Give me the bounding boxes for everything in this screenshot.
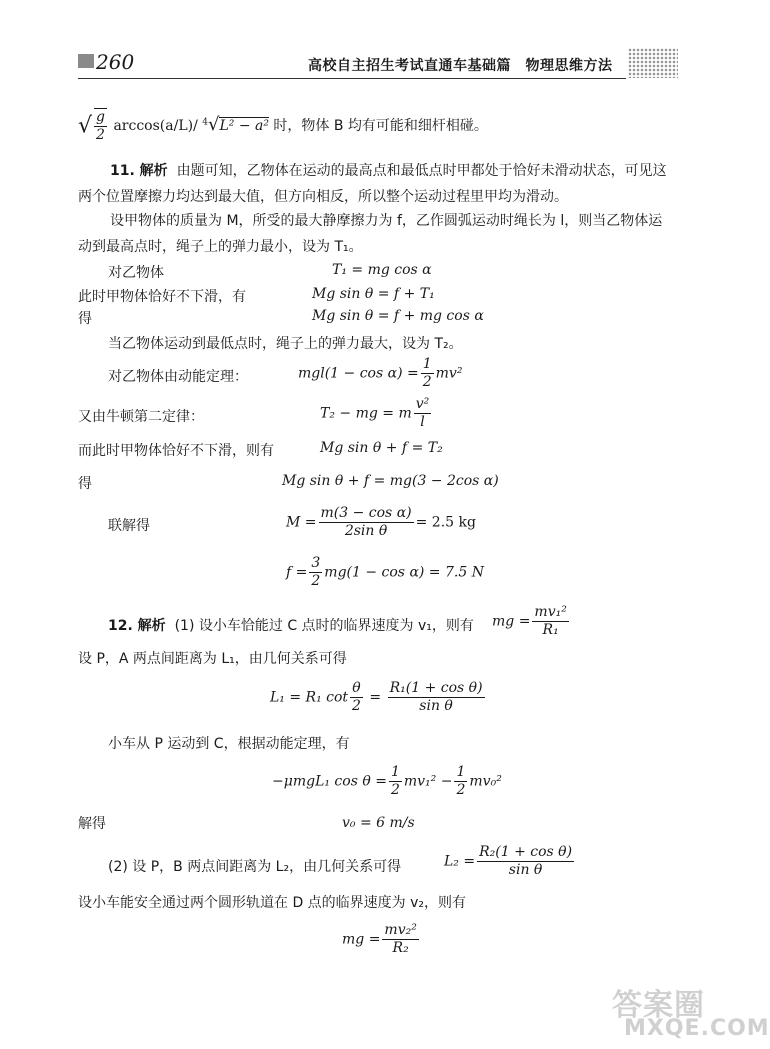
q11-line5-text: 对乙物体由动能定理： (108, 369, 248, 385)
page-number: 260 (96, 50, 135, 74)
q11-line8-text: 得 (78, 476, 92, 492)
page-number-marker (78, 54, 94, 68)
watermark-logo: 答案圈 (612, 988, 705, 1023)
q12-solve-text: 解得 (78, 816, 106, 832)
q12-paragraph-3: 小车从 P 运动到 C，根据动能定理，有 (108, 736, 350, 752)
q11-paragraph-1b: 两个位置摩擦力均达到最大值，但方向相反，所以整个运动过程里甲均为滑动。 (78, 189, 568, 205)
q12-eq2: −μmgL₁ cos θ = $\frac{1}{2}$ mv₁² − $\frac{1}{2}$ mv₀² (272, 764, 502, 798)
q11-paragraph-1: 11. 解析 由题可知，乙物体在运动的最高点和最低点时甲都处于恰好未滑动状态，可见这 (110, 163, 667, 179)
q11-line4-text: 当乙物体运动到最低点时，绳子上的弹力最大，设为 T₂。 (108, 336, 463, 352)
q11-line1-eq: T₁ = mg cos α (332, 262, 432, 278)
q11-line7-eq: Mg sin θ + f = T₂ (320, 440, 443, 456)
header-dot-pattern (628, 48, 678, 78)
q11-line3-text: 得 (78, 311, 92, 327)
q11-line8-eq: Mg sin θ + f = mg(3 − 2cos α) (282, 473, 499, 489)
q11-line7-text: 而此时甲物体恰好不下滑，则有 (78, 443, 274, 459)
q11-line6-text: 又由牛顿第二定律： (78, 409, 204, 425)
q12-paragraph-1: 12. 解析 (1) 设小车恰能过 C 点时的临界速度为 v₁，则有 (108, 618, 474, 634)
q11-paragraph-2: 设甲物体的质量为 M，所受的最大静摩擦力为 f，乙作圆弧运动时绳长为 l，则当乙物体运 (110, 213, 663, 229)
q12-eq1: L₁ = R₁ cot $\frac{\theta}{2}$ = $\frac{\text{R₁(1 + cos θ)}}{\text{sin θ}}$ (270, 680, 483, 714)
watermark-url: MXQE.COM (624, 1016, 770, 1041)
q12-eq3: mg = $\frac{\text{mv₂²}}{\text{R₂}}$ (342, 922, 417, 956)
q11-line9-eq: M = $\frac{\text{m(3 − cos α)}}{\text{2sin θ}}$ = 2.5 kg (286, 505, 476, 539)
running-header-title: 高校自主招生考试直通车基础篇 物理思维方法 (308, 58, 613, 74)
q11-line2-eq: Mg sin θ = f + T₁ (312, 286, 435, 302)
q11-line3-eq: Mg sin θ = f + mg cos α (312, 308, 484, 324)
q12-v0-result: v₀ = 6 m/s (342, 815, 415, 831)
q12-L2-eq: L₂ = $\frac{\text{R₂(1 + cos θ)}}{\text{sin θ}}$ (444, 844, 573, 878)
q11-line2-text: 此时甲物体恰好不下滑，有 (78, 289, 246, 305)
q11-line6-eq: T₂ − mg = m $\frac{\text{v²}}{l}$ (320, 396, 430, 430)
q11-paragraph-2b: 动到最高点时，绳子上的弹力最小，设为 T₁。 (78, 239, 363, 255)
q11-line1-text: 对乙物体 (108, 265, 164, 281)
q11-line5-eq: mgl(1 − cos α) = $\frac{1}{2}$ mv² (298, 356, 463, 390)
q11-line10-eq: f = $\frac{3}{2}$ mg(1 − cos α) = 7.5 N (286, 555, 484, 589)
continuation-line: √ $\frac{g}{2}$ arccos(a/L)/ $^4$√L² − a² 时，物体 B 均有可能和细杆相碰。 (78, 109, 488, 143)
q12-paragraph-5: (2) 设 P，B 两点间距离为 L₂，由几何关系可得 (108, 859, 402, 875)
header-rule (78, 78, 626, 79)
q11-line9-text: 联解得 (108, 518, 150, 534)
q12-paragraph-6: 设小车能安全通过两个圆形轨道在 D 点的临界速度为 v₂，则有 (78, 895, 467, 911)
q12-critical-velocity-eq: mg = $\frac{\text{mv₁²}}{\text{R₁}}$ (492, 604, 567, 638)
q12-paragraph-2: 设 P，A 两点间距离为 L₁，由几何关系可得 (78, 651, 347, 667)
